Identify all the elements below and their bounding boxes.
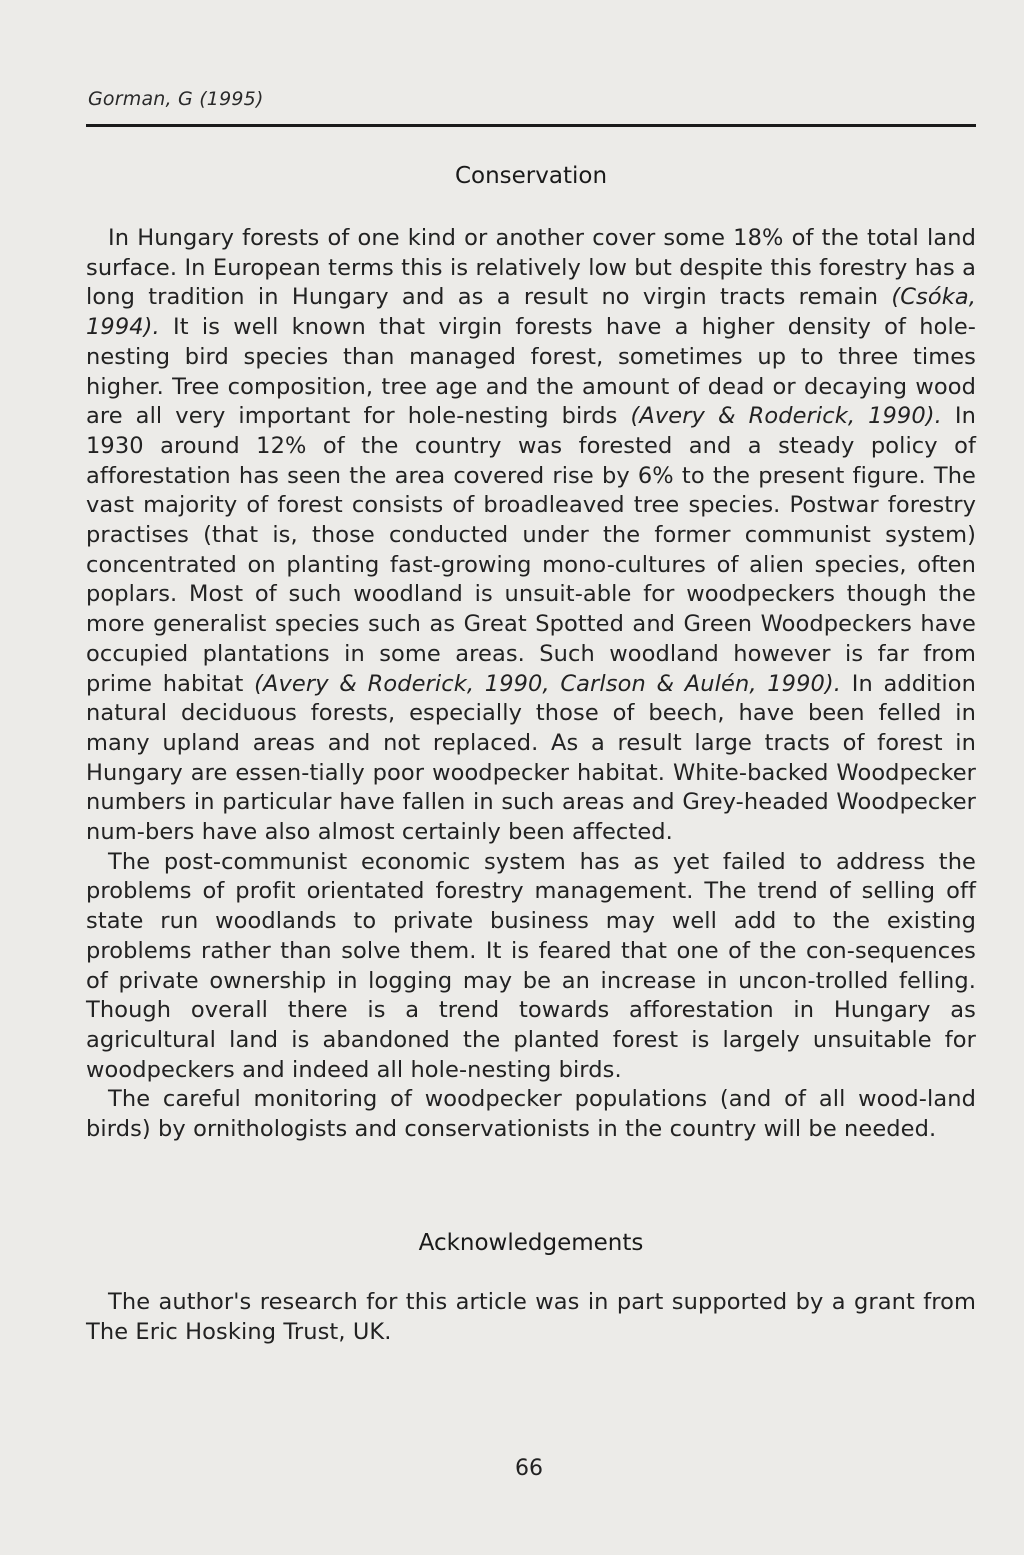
- running-head: Gorman, G (1995): [88, 88, 264, 110]
- acknowledgements-body: [86, 1288, 976, 1347]
- section-heading-acknowledgements: Acknowledgements: [418, 1230, 644, 1256]
- paragraph: The author's research for this article was in part supported by a grant from The Eric Hosking Trust, UK.: [86, 1289, 976, 1345]
- section-heading-conservation: Conservation: [454, 163, 608, 189]
- paragraph-text: In addition natural deciduous forests, especially those of beech, have been felled in many upland areas and not replaced. As a result large tracts of forest in Hungary are essen-tially poor woodpecker habitat. White-backed Woodpecker numbers in particular have fallen in such areas and Grey-headed Woodpecker num-bers have also almost certainly been affected.: [86, 670, 976, 846]
- paragraph-text: It is well known that virgin forests have a higher density of hole-nesting bird species than managed forest, sometimes up to three times higher. Tree composition, tree age and the amount of dead or decaying wood are all very important for hole-nesting birds: [86, 314, 976, 430]
- paragraph-text: In Hungary forests of one kind or another cover some 18% of the total land surface. In European terms this is relatively low but despite this forestry has a long tradition in Hungary and as a result no virgin tracts remain: [86, 225, 976, 311]
- header-rule: [86, 124, 976, 127]
- paragraph: The post-communist economic system has as yet failed to address the problems of profit orientated forestry management. The trend of selling off state run woodlands to private business may well add to the existing problems rather than solve them. It is feared that one of the con-sequences of private ownership in logging may be an increase in uncon-trolled felling. Though overall there is a trend towards afforestation in Hungary as agricultural land is abandoned the planted forest is largely unsuitable for woodpeckers and indeed all hole-nesting birds.: [86, 848, 976, 1083]
- paragraph-text: In 1930 around 12% of the country was forested and a steady policy of afforestation has seen the area covered rise by 6% to the present figure. The vast majority of forest consists of broadleaved tree species. Postwar forestry practises (that is, those conducted under the former communist system) concentrated on planting fast-growing mono-cultures of alien species, often poplars. Most of such woodland is unsuit-able for woodpeckers though the more generalist species such as Great Spotted and Green Woodpeckers have occupied plantations in some areas. Such woodland however is far from prime habitat: [86, 403, 976, 697]
- conservation-body: [86, 224, 976, 1145]
- citation: (Avery & Roderick, 1990).: [630, 403, 942, 430]
- paragraph: [86, 224, 976, 848]
- page-number: 66: [515, 1456, 543, 1481]
- citation: (Csóka, 1994).: [86, 284, 976, 341]
- citation: (Avery & Roderick, 1990, Carlson & Aulén, 1990).: [254, 670, 842, 697]
- paragraph: The careful monitoring of woodpecker populations (and of all wood-land birds) by ornithologists and conservationists in the country will be needed.: [86, 1086, 976, 1143]
